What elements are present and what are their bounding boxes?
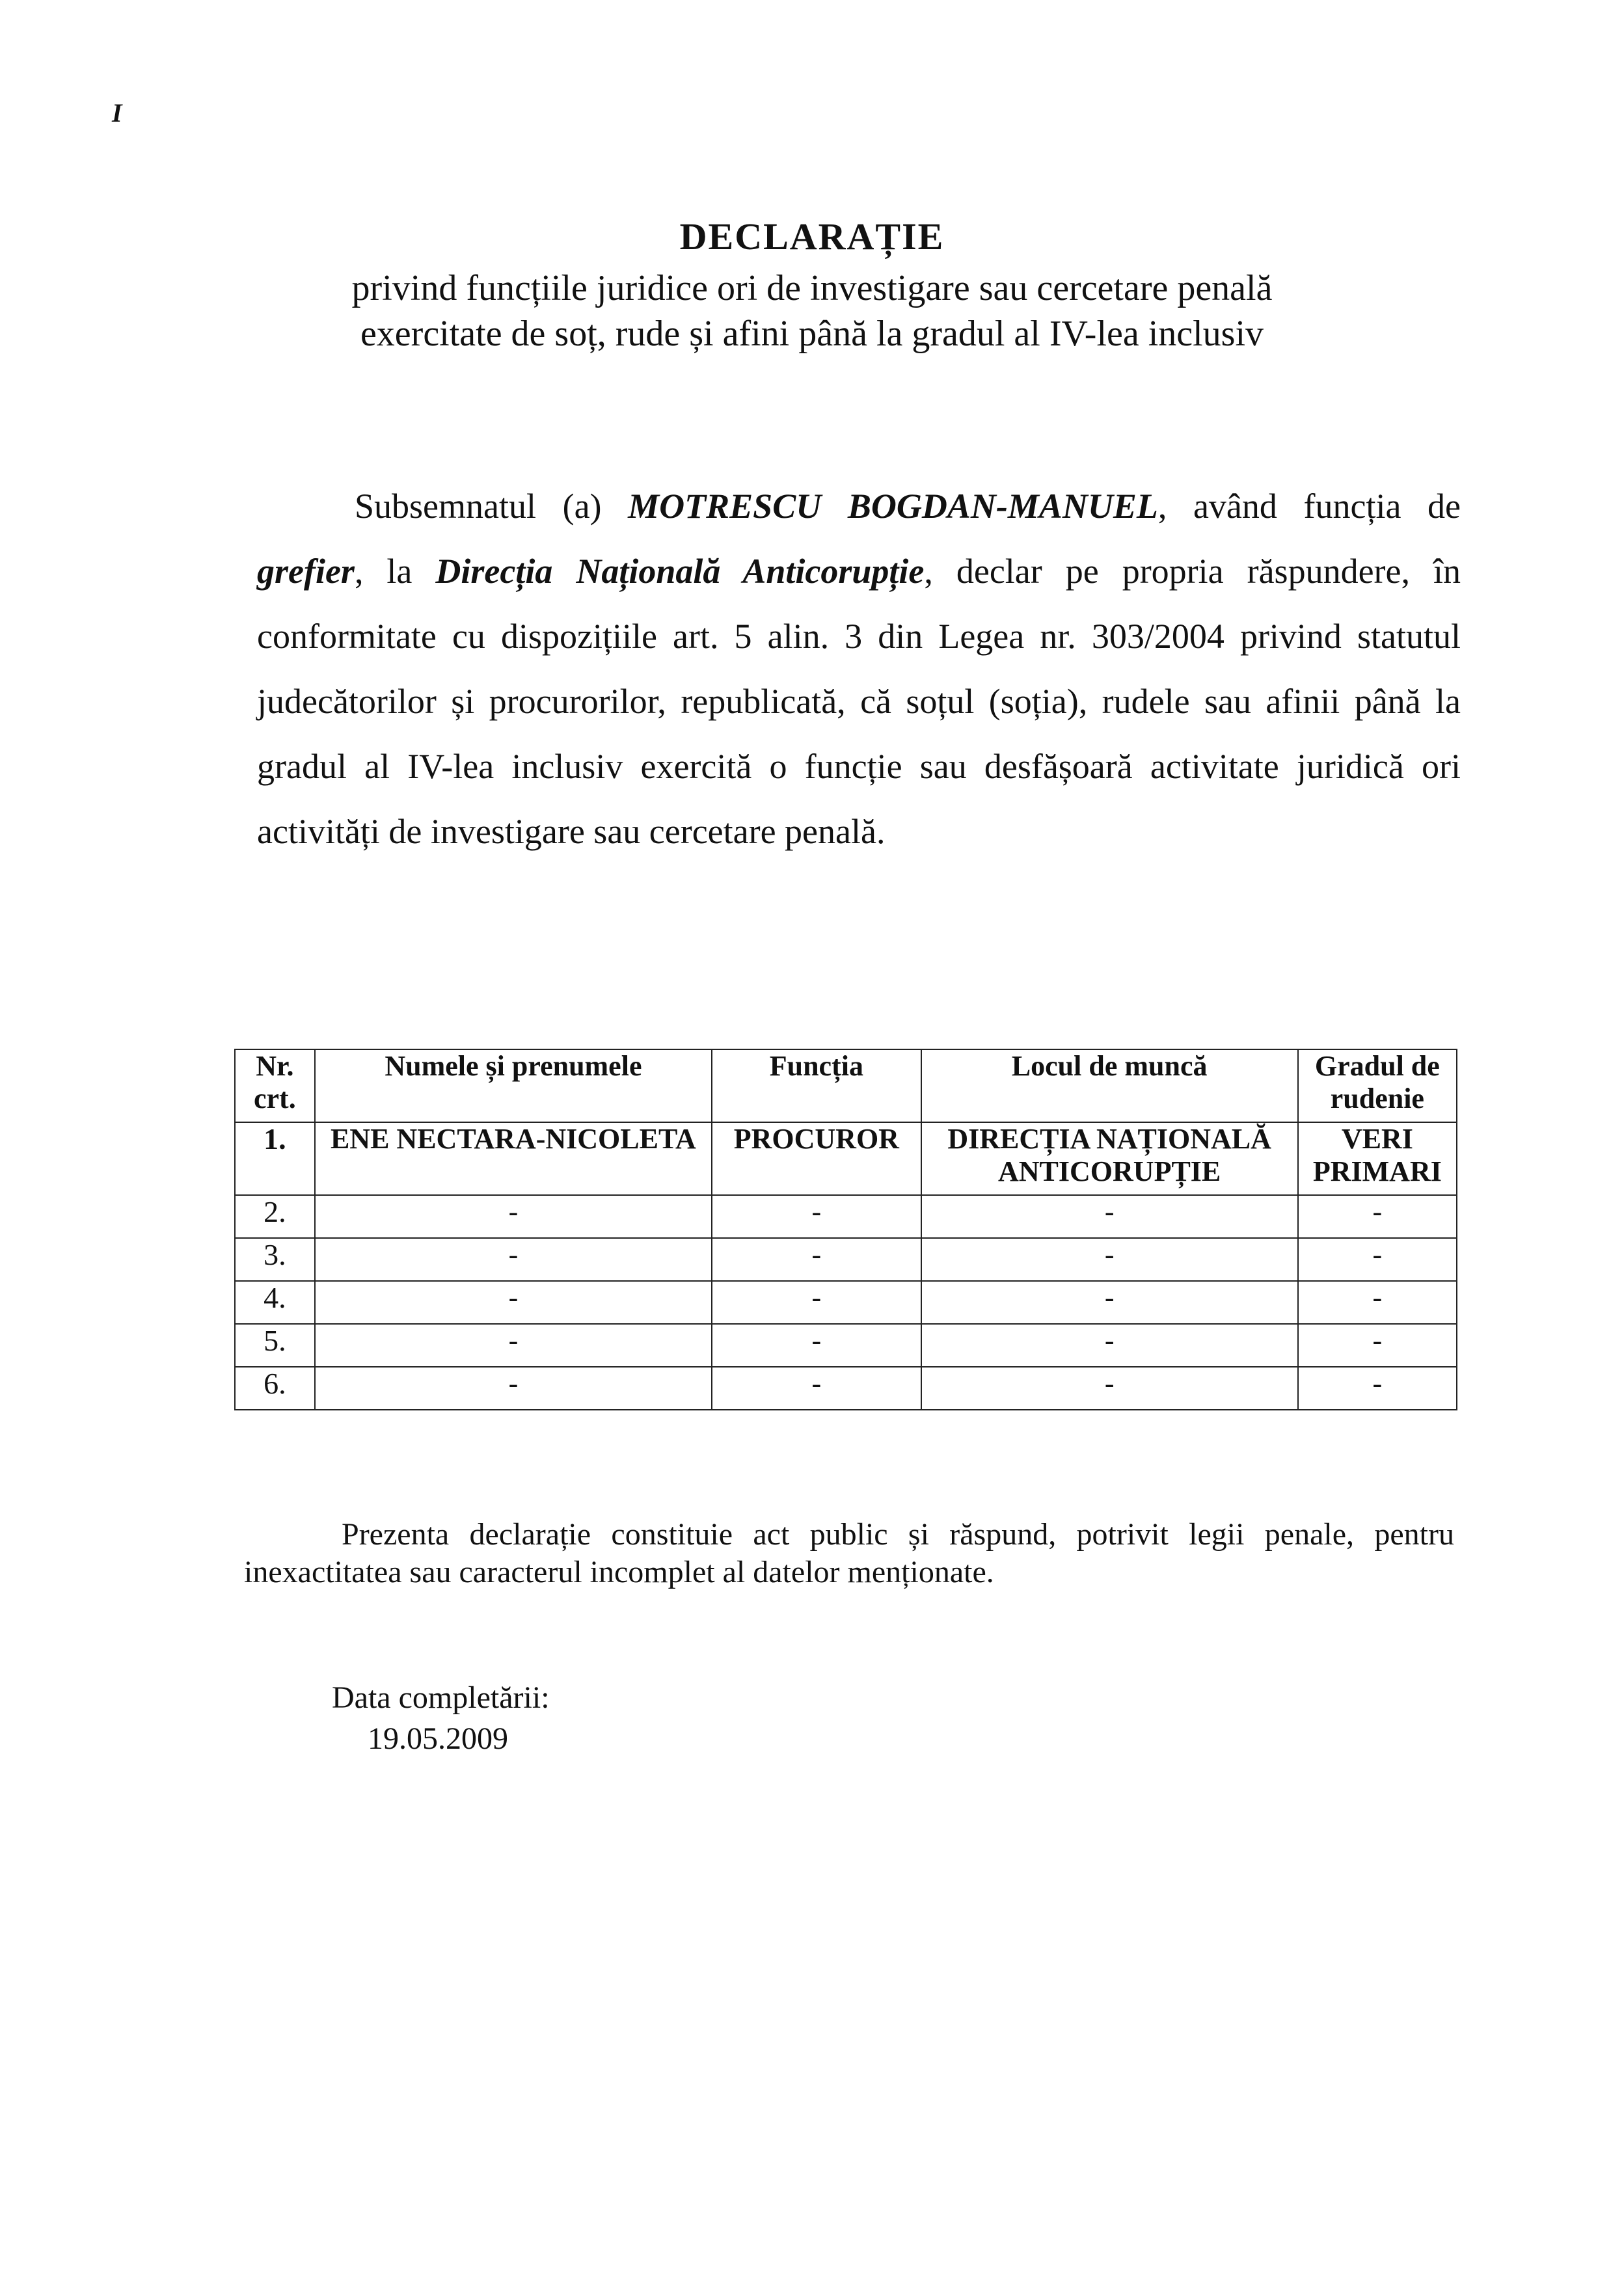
cell-nr: 6. [235, 1367, 315, 1410]
date-label: Data completării: [332, 1680, 550, 1715]
cell-name: - [315, 1281, 712, 1324]
header-workplace: Locul de muncă [921, 1049, 1298, 1122]
header-nr: Nr. crt. [235, 1049, 315, 1122]
cell-workplace: - [921, 1195, 1298, 1238]
table-header-row [235, 1049, 1457, 1122]
statement-part2: , având funcția de [1157, 487, 1461, 526]
date-value: 19.05.2009 [368, 1721, 508, 1756]
declarant-name: MOTRESCU BOGDAN-MANUEL [628, 487, 1158, 526]
document-title: DECLARAȚIE [679, 215, 945, 258]
cell-function: - [712, 1195, 921, 1238]
statement-part3: , la [354, 552, 436, 591]
cell-function: - [712, 1367, 921, 1410]
document-subtitle-line2: exercitate de soț, rude și afini până la gradul al IV-lea inclusiv [360, 314, 1264, 354]
table-row [235, 1195, 1457, 1238]
cell-kinship: - [1298, 1281, 1457, 1324]
declarant-function: grefier [257, 552, 355, 591]
table-row [235, 1281, 1457, 1324]
document-subtitle-line1: privind funcțiile juridice ori de investigare sau cercetare penală [351, 268, 1273, 308]
table-row [235, 1324, 1457, 1367]
cell-function: - [712, 1238, 921, 1281]
cell-name: - [315, 1238, 712, 1281]
table-row [235, 1238, 1457, 1281]
table-row [235, 1367, 1457, 1410]
cell-kinship: - [1298, 1324, 1457, 1367]
statement-part1: Subsemnatul (a) [355, 487, 629, 526]
cell-workplace: - [921, 1367, 1298, 1410]
cell-workplace: - [921, 1324, 1298, 1367]
cell-nr: 5. [235, 1324, 315, 1367]
declaration-statement [257, 474, 1461, 864]
cell-workplace: - [921, 1281, 1298, 1324]
relatives-table [234, 1049, 1457, 1410]
cell-nr: 4. [235, 1281, 315, 1324]
cell-name: - [315, 1195, 712, 1238]
cell-kinship: - [1298, 1238, 1457, 1281]
cell-name: ENE NECTARA-NICOLETA [315, 1122, 712, 1195]
cell-function: PROCUROR [712, 1122, 921, 1195]
header-name: Numele și prenumele [315, 1049, 712, 1122]
header-function: Funcția [712, 1049, 921, 1122]
cell-nr: 1. [235, 1122, 315, 1195]
cell-kinship: - [1298, 1195, 1457, 1238]
header-kinship: Gradul de rudenie [1298, 1049, 1457, 1122]
cell-nr: 3. [235, 1238, 315, 1281]
liability-statement: Prezenta declarație constituie act public și răspund, potrivit legii penale, pentru inexactitatea sau caracterul incomplet al datelor menționate. [244, 1517, 1454, 1589]
cell-kinship: - [1298, 1367, 1457, 1410]
cell-workplace: - [921, 1238, 1298, 1281]
cell-name: - [315, 1324, 712, 1367]
cell-name: - [315, 1367, 712, 1410]
table-row [235, 1122, 1457, 1195]
cell-function: - [712, 1281, 921, 1324]
page-mark: I [112, 98, 122, 128]
cell-kinship: VERI PRIMARI [1298, 1122, 1457, 1195]
cell-workplace: DIRECȚIA NAȚIONALĂ ANTICORUPȚIE [921, 1122, 1298, 1195]
declarant-institution: Direcția Națională Anticorupție [435, 552, 925, 591]
cell-nr: 2. [235, 1195, 315, 1238]
cell-function: - [712, 1324, 921, 1367]
statement-part4: , declar pe propria răspundere, în conformitate cu dispozițiile art. 5 alin. 3 din Legea nr. 303/2004 privind statutul judecătorilor și procurorilor, republicată, că soțul (soția), rudele sau afinii până la gradul al IV-lea inclusiv exercită o funcție sau desfășoară activitate juridică ori activități de investigare sau cercetare penală. [257, 552, 1461, 851]
